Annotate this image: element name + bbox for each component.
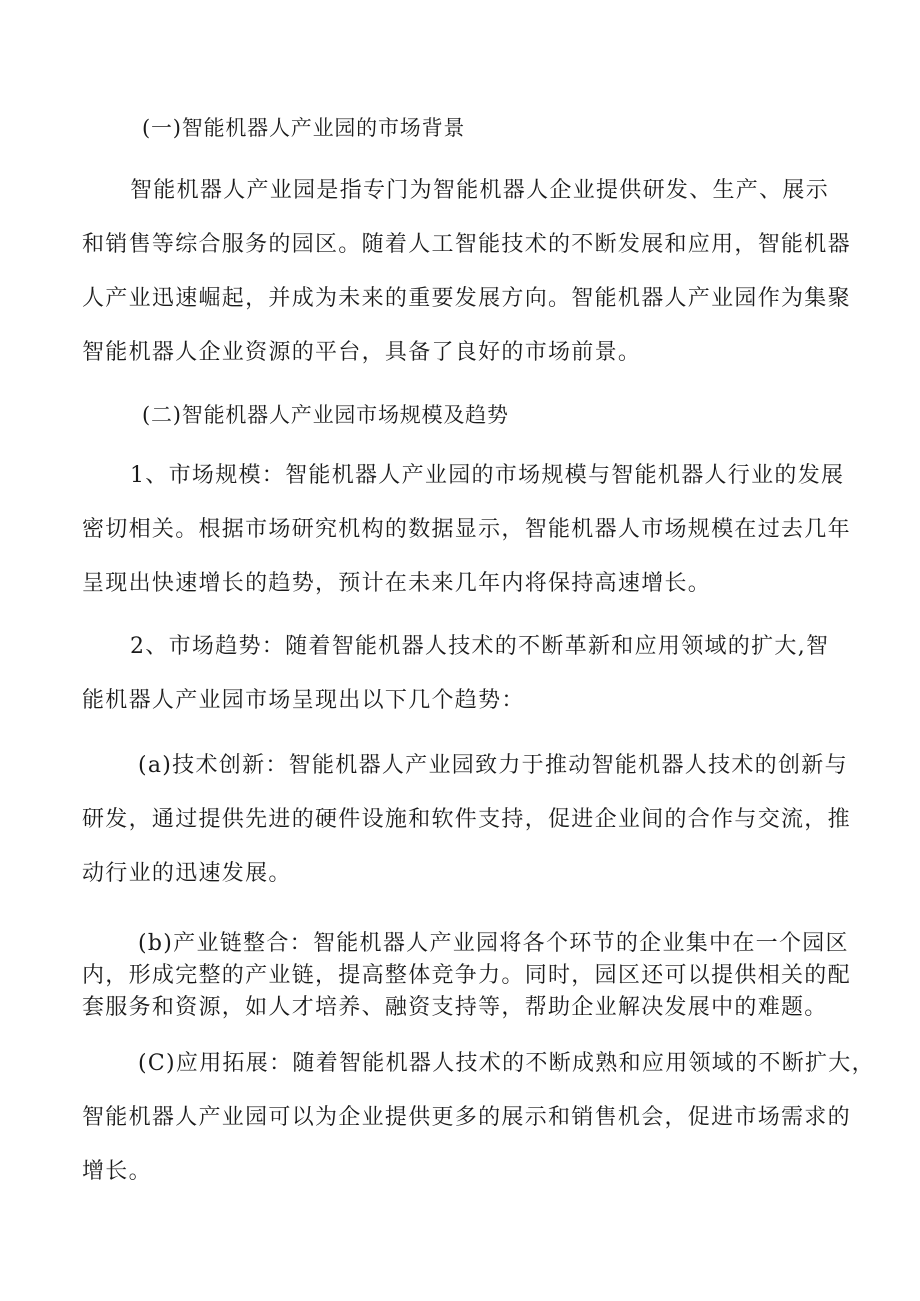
paragraph-line: 能机器人产业园市场呈现出以下几个趋势：: [82, 688, 525, 713]
paragraph-line: 研发，通过提供先进的硬件设施和软件支持，促进企业间的合作与交流，推: [82, 807, 851, 832]
paragraph-line: 内，形成完整的产业链，提高整体竞争力。同时，园区还可以提供相关的配: [82, 963, 851, 988]
paragraph-line: 密切相关。根据市场研究机构的数据显示，智能机器人市场规模在过去几年: [82, 517, 851, 542]
paragraph-line: 增长。: [82, 1159, 152, 1184]
paragraph-line: (a)技术创新：智能机器人产业园致力于推动智能机器人技术的创新与: [138, 753, 848, 778]
paragraph-line: 智能机器人企业资源的平台，具备了良好的市场前景。: [82, 340, 642, 365]
section-1-heading: (一)智能机器人产业园的市场背景: [142, 116, 466, 140]
paragraph-line: 智能机器人产业园是指专门为智能机器人企业提供研发、生产、展示: [130, 178, 830, 203]
section-2-heading: (二)智能机器人产业园市场规模及趋势: [142, 403, 509, 427]
paragraph-line: 1、市场规模：智能机器人产业园的市场规模与智能机器人行业的发展: [130, 463, 845, 488]
paragraph-line: 2、市场趋势：随着智能机器人技术的不断革新和应用领域的扩大,智: [130, 634, 830, 659]
paragraph-line: 智能机器人产业园可以为企业提供更多的展示和销售机会，促进市场需求的: [82, 1105, 851, 1130]
paragraph-line: 呈现出快速增长的趋势，预计在未来几年内将保持高速增长。: [82, 571, 712, 596]
paragraph-line: (b)产业链整合：智能机器人产业园将各个环节的企业集中在一个园区: [138, 931, 849, 956]
paragraph-line: (C)应用拓展：随着智能机器人技术的不断成熟和应用领域的不断扩大，: [138, 1051, 875, 1076]
paragraph-line: 套服务和资源，如人才培养、融资支持等，帮助企业解决发展中的难题。: [82, 995, 828, 1020]
paragraph-line: 和销售等综合服务的园区。随着人工智能技术的不断发展和应用，智能机器: [82, 232, 851, 257]
paragraph-line: 动行业的迅速发展。: [82, 861, 292, 886]
paragraph-line: 人产业迅速崛起，并成为未来的重要发展方向。智能机器人产业园作为集聚: [82, 286, 851, 311]
